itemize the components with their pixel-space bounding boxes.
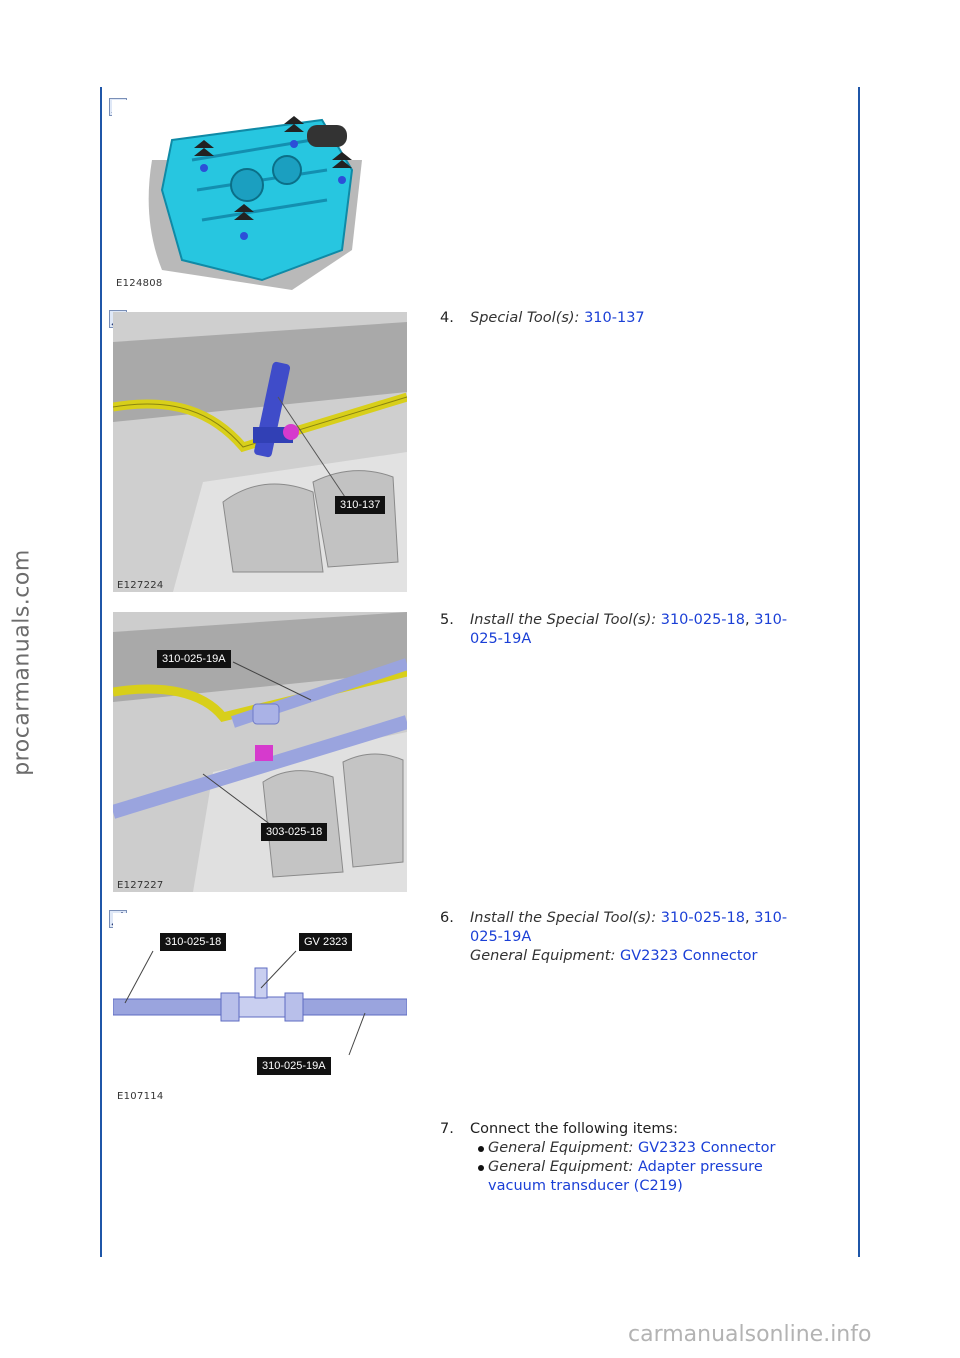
figure-code: E124808 <box>116 278 163 289</box>
tool-link-continued[interactable]: 025-19A <box>470 631 532 647</box>
equipment-label: General Equipment: <box>488 1159 634 1175</box>
list-item <box>440 1158 870 1196</box>
step-number: 7. <box>440 1121 454 1137</box>
tool-link[interactable]: 310-025-18 <box>660 910 745 926</box>
callout-label: GV 2323 <box>299 933 352 951</box>
figure-fuel-rail-tool <box>113 312 407 592</box>
callout-label: 303-025-18 <box>261 823 327 841</box>
step-number: 5. <box>440 612 454 628</box>
callout-label: 310-025-19A <box>157 650 231 668</box>
list-item <box>440 1139 870 1158</box>
equipment-link[interactable]: GV2323 Connector <box>619 948 758 964</box>
side-watermark: procarmanuals.com <box>9 549 35 776</box>
bullet-icon <box>478 1146 484 1152</box>
separator: , <box>745 612 750 628</box>
figure-install-tools <box>113 612 407 892</box>
equipment-link[interactable]: GV2323 Connector <box>637 1140 776 1156</box>
figure-intake-manifold <box>112 100 407 292</box>
step-number: 6. <box>440 910 454 926</box>
separator: , <box>745 910 750 926</box>
step-label: Install the Special Tool(s): <box>470 612 657 628</box>
left-margin-rule <box>100 87 102 1257</box>
figure-code: E107114 <box>117 1091 164 1102</box>
tool-link[interactable]: 310- <box>754 910 788 926</box>
callout-label: 310-137 <box>335 496 385 514</box>
callout-label: 310-025-19A <box>257 1057 331 1075</box>
bullet-icon <box>478 1165 484 1171</box>
tool-link[interactable]: 310-137 <box>584 310 645 326</box>
step-text: Connect the following items: <box>470 1121 678 1137</box>
bottom-watermark: carmanualsonline.info <box>628 1322 872 1347</box>
figure-connector <box>113 913 407 1103</box>
tool-link[interactable]: 310- <box>754 612 788 628</box>
equipment-link[interactable]: Adapter pressure <box>637 1159 763 1175</box>
step-number: 4. <box>440 310 454 326</box>
equipment-list <box>440 1139 870 1196</box>
tool-link-continued[interactable]: 025-19A <box>470 929 532 945</box>
tool-link[interactable]: 310-025-18 <box>660 612 745 628</box>
equipment-label: General Equipment: <box>488 1140 634 1156</box>
figure-code: E127224 <box>117 580 164 591</box>
equipment-link-continued[interactable]: vacuum transducer (C219) <box>488 1178 683 1194</box>
step-label: Special Tool(s): <box>470 310 580 326</box>
callout-label: 310-025-18 <box>160 933 226 951</box>
right-margin-rule <box>858 87 860 1257</box>
equipment-label: General Equipment: <box>470 948 616 964</box>
figure-code: E127227 <box>117 880 164 891</box>
step-label: Install the Special Tool(s): <box>470 910 657 926</box>
